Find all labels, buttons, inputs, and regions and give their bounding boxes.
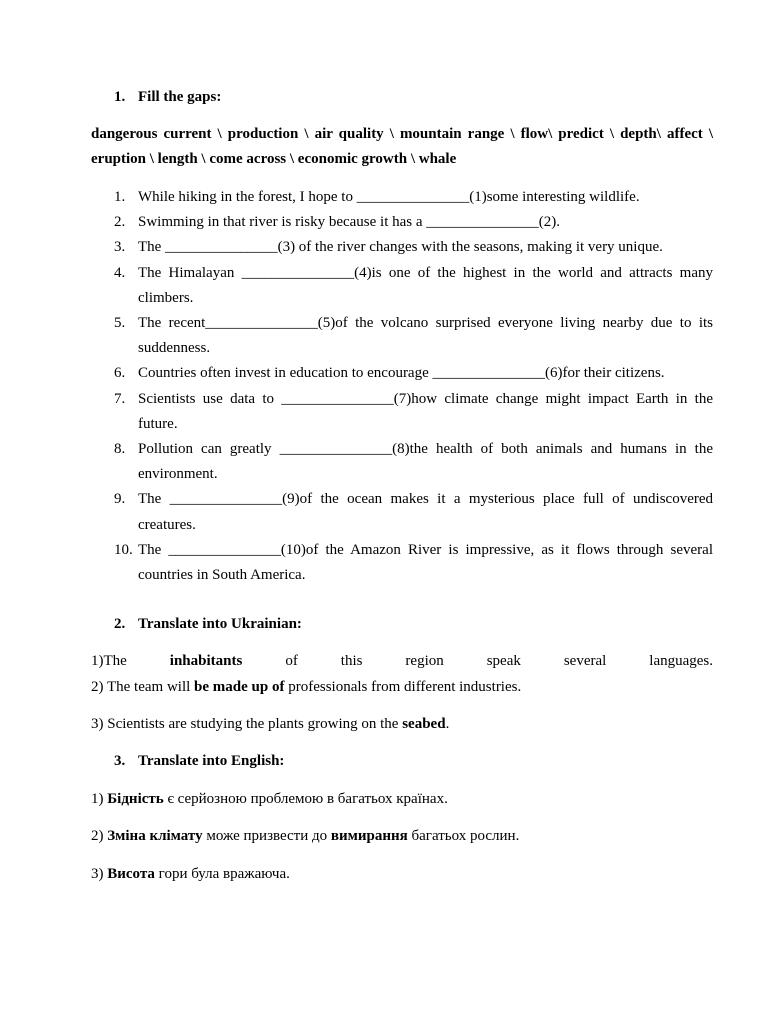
list-item <box>114 311 713 361</box>
item-text: Scientists use data to _______________(7)how climate change might impact Earth in the future. <box>138 390 713 432</box>
sentence-text: . <box>445 716 450 732</box>
item-text: The recent_______________(5)of the volcano surprised everyone living nearby due to its suddenness. <box>138 315 713 357</box>
section-number: 2. <box>114 616 126 632</box>
sentence-text: 3) Scientists are studying the plants growing on the <box>91 716 403 732</box>
key-phrase: вимирання <box>330 828 408 844</box>
item-text: The Himalayan _______________(4)is one of the highest in the world and attracts many climbers. <box>138 264 713 306</box>
item-number: 7. <box>114 390 126 407</box>
item-text: The _______________(9)of the ocean makes it a mysterious place full of undiscovered creatures. <box>138 491 713 533</box>
sentence-text: може призвести до <box>202 828 331 844</box>
section-number: 3. <box>114 753 126 769</box>
section-title: Translate into English: <box>138 753 285 769</box>
section-title: Fill the gaps: <box>138 89 222 105</box>
sentence-text: багатьох рослин. <box>407 828 520 844</box>
item-number: 1. <box>114 189 126 205</box>
list-item <box>114 261 713 311</box>
english-sentence-2 <box>91 824 713 849</box>
english-sentence-3 <box>91 862 713 887</box>
item-number: 4. <box>114 264 126 281</box>
item-number: 3. <box>114 239 126 256</box>
list-item <box>114 235 713 260</box>
section-number: 1. <box>114 89 126 105</box>
gap-fill-list <box>114 185 713 588</box>
sentence-text: 3) <box>91 866 108 882</box>
item-text: The _______________(3) of the river changes with the seasons, making it very unique. <box>138 239 663 256</box>
sentence-text: professionals from different industries. <box>284 679 522 695</box>
section-title: Translate into Ukrainian: <box>138 616 302 632</box>
ukrainian-sentence-1 <box>91 649 713 674</box>
section-1-heading <box>114 87 221 107</box>
key-phrase: seabed <box>402 716 446 732</box>
item-text: Countries often invest in education to encourage _______________(6)for their citizens. <box>138 365 665 382</box>
item-text: The _______________(10)of the Amazon River is impressive, as it flows through several countries in South America. <box>138 541 713 584</box>
item-text: Swimming in that river is risky because it has a _______________(2). <box>138 214 561 231</box>
key-phrase: Висота <box>107 866 155 882</box>
item-number: 2. <box>114 214 126 231</box>
ukrainian-sentence-2 <box>91 675 713 700</box>
sentence-text: 1)The <box>91 653 170 669</box>
list-item <box>114 210 713 235</box>
item-number: 5. <box>114 315 126 332</box>
list-item <box>114 361 713 386</box>
list-item <box>114 437 713 487</box>
sentence-text: 1) <box>91 791 108 807</box>
key-phrase: be made up of <box>194 679 285 695</box>
item-number: 8. <box>114 441 126 458</box>
sentence-text: of this region speak several languages. <box>242 653 713 669</box>
section-2-heading <box>114 614 302 634</box>
ukrainian-sentence-3 <box>91 712 713 737</box>
key-phrase: Зміна клімату <box>107 828 203 844</box>
item-number: 6. <box>114 365 126 382</box>
sentence-text: є серйозною проблемою в багатьох країнах. <box>163 791 448 807</box>
english-sentence-1 <box>91 787 713 812</box>
sentence-text: гори була вражаюча. <box>154 866 290 882</box>
item-text: While hiking in the forest, I hope to _______________(1)some interesting wildlife. <box>138 189 640 205</box>
list-item <box>114 538 713 588</box>
word-bank: dangerous current \ production \ air quality \ mountain range \ flow\ predict \ depth\ affect \ eruption \ length \ come across \ economic growth \ whale <box>91 126 713 167</box>
list-item <box>114 387 713 437</box>
list-item <box>114 487 713 537</box>
key-phrase: Бідність <box>107 791 164 807</box>
item-text: Pollution can greatly _______________(8)the health of both animals and humans in the environment. <box>138 441 713 483</box>
sentence-text: 2) <box>91 828 108 844</box>
sentence-text: 2) The team will <box>91 679 195 695</box>
section-3-heading <box>114 751 284 771</box>
item-number: 10. <box>114 541 133 558</box>
item-number: 9. <box>114 491 126 508</box>
key-phrase: inhabitants <box>169 653 243 669</box>
list-item <box>114 185 713 210</box>
